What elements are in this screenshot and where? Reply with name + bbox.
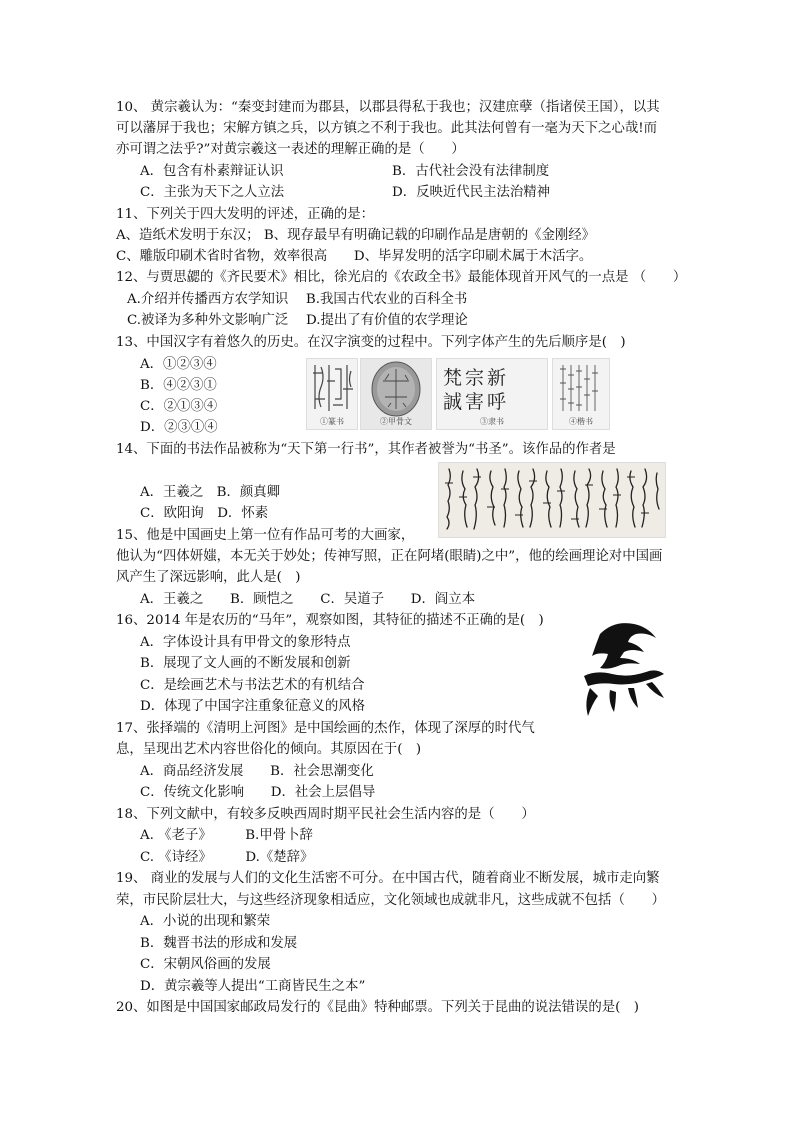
q17-stem-line2: 息，呈现出艺术内容世俗化的倾向。其原因在于( ) (116, 742, 422, 757)
q11-options-cd: C、雕版印刷术省时省物，效率很高 D、毕昇发明的活字印刷术属于木活字。 (116, 249, 593, 264)
seal-script-caption: ①篆书 (320, 417, 344, 426)
q13-option-d: D．②③①④ (140, 420, 218, 435)
q18-options-cd: C. 《诗经》 D.《楚辞》 (140, 850, 314, 865)
horse-calligraphy-image (570, 616, 676, 722)
q20-stem: 20、如图是中国国家邮政局发行的《昆曲》特种邮票。下列关于昆曲的说法错误的是( ) (116, 1000, 639, 1015)
q18-options-ab: A. 《老子》 B.甲骨卜辞 (140, 828, 313, 843)
q12-stem: 12、与贾思勰的《齐民要术》相比，徐光启的《农政全书》最能体现首开风气的一点是 （ ） (116, 270, 687, 285)
q10-option-c: C．主张为天下之人立法 (140, 185, 285, 200)
calligraphy-scroll-image (438, 462, 666, 538)
q12-options-cd: C.被译为多种外文影响广泛 D.提出了有价值的农学理论 (127, 313, 468, 328)
regular-script-image (552, 358, 610, 430)
q14-options-cd: C．欧阳询 D．怀素 (140, 506, 269, 521)
q16-option-d: D．体现了中国字注重象征意义的风格 (140, 699, 365, 714)
q16-stem: 16、2014 年是农历的“马年”，观察如图，其特征的描述不正确的是( ) (116, 613, 544, 628)
q11-stem: 11、下列关于四大发明的评述，正确的是： (116, 207, 375, 222)
q17-stem-line1: 17、张择端的《清明上河图》是中国绘画的杰作，体现了深厚的时代气 (116, 721, 535, 736)
seal-script-image (306, 358, 358, 430)
q13-option-c: C．②①③④ (140, 399, 218, 414)
oracle-bone-image (360, 358, 432, 430)
q19-option-a: A．小说的出现和繁荣 (140, 914, 271, 929)
q19-option-d: D．黄宗羲等人提出“工商皆民生之本” (140, 979, 366, 994)
oracle-bone-caption: ②甲骨文 (380, 417, 412, 426)
q18-stem: 18、下列文献中，有较多反映西周时期平民社会生活内容的是（ ） (116, 807, 535, 822)
q15-stem-line2: 他认为“四体妍媸，本无关于妙处；传神写照，正在阿堵(眼睛)之中”，他的绘画理论对中国画 (116, 549, 663, 564)
q17-options-cd: C．传统文化影响 D．社会上层倡导 (140, 785, 376, 800)
q19-option-b: B．魏晋书法的形成和发展 (140, 936, 298, 951)
q15-stem-line3: 风产生了深远影响，此人是( ) (116, 570, 301, 585)
q13-option-a: A．①②③④ (140, 357, 217, 372)
q10-stem-line3: 亦可谓之法乎?”对黄宗羲这一表述的理解正确的是（ ） (116, 142, 465, 157)
clerical-script-caption: ③隶书 (480, 417, 504, 426)
q16-option-c: C．是绘画艺术与书法艺术的有机结合 (140, 678, 365, 693)
clerical-glyphs-row1: 梵宗新 (443, 367, 510, 389)
q12-options-ab: A.介绍并传播西方农学知识 B.我国古代农业的百科全书 (127, 292, 468, 307)
q15-options: A．王羲之 B．顾恺之 C．吴道子 D．阎立本 (140, 592, 476, 607)
q10-stem-line1: 10、 黄宗羲认为：“秦变封建而为郡县，以郡县得私于我也；汉建庶孽（指诸侯王国），以其 (116, 100, 660, 115)
q14-stem: 14、下面的书法作品被称为“天下第一行书”，其作者被誉为“书圣”。该作品的作者是 (116, 442, 616, 457)
q15-stem-line1: 15、他是中国画史上第一位有作品可考的大画家， (116, 528, 415, 543)
q19-stem-line2: 荣，市民阶层壮大，与这些经济现象相适应，文化领域也成就非凡，这些成就不包括（ ） (116, 893, 666, 908)
clerical-script-image (436, 358, 548, 430)
regular-script-caption: ④楷书 (569, 417, 593, 426)
q10-option-b: B．古代社会没有法律制度 (392, 164, 550, 179)
q13-option-b: B．④②③① (140, 378, 217, 393)
q16-option-a: A．字体设计具有甲骨文的象形特点 (140, 635, 351, 650)
q19-stem-line1: 19、 商业的发展与人们的文化生活密不可分。在中国古代，随着商业不断发展，城市走向繁 (116, 871, 660, 886)
q17-options-ab: A．商品经济发展 B．社会思潮变化 (140, 764, 374, 779)
q19-option-c: C．宋朝风俗画的发展 (140, 957, 271, 972)
q16-option-b: B．展现了文人画的不断发展和创新 (140, 656, 351, 671)
q11-options-ab: A、造纸术发明于东汉； B、现存最早有明确记载的印刷作品是唐朝的《金刚经》 (116, 228, 596, 243)
q10-stem-line2: 可以藩屏于我也；宋解方镇之兵，以方镇之不利于我也。此其法何曾有一毫为天下之心哉!而 (116, 121, 658, 136)
q10-option-a: A．包含有朴素辩证认识 (140, 164, 284, 179)
q13-stem: 13、中国汉字有着悠久的历史。在汉字演变的过程中。下列字体产生的先后顺序是( ) (116, 335, 626, 350)
q14-options-ab: A．王羲之 B．颜真卿 (140, 485, 281, 500)
clerical-glyphs-row2: 誠害呼 (443, 391, 510, 413)
q10-option-d: D．反映近代民主法治精神 (392, 185, 551, 200)
